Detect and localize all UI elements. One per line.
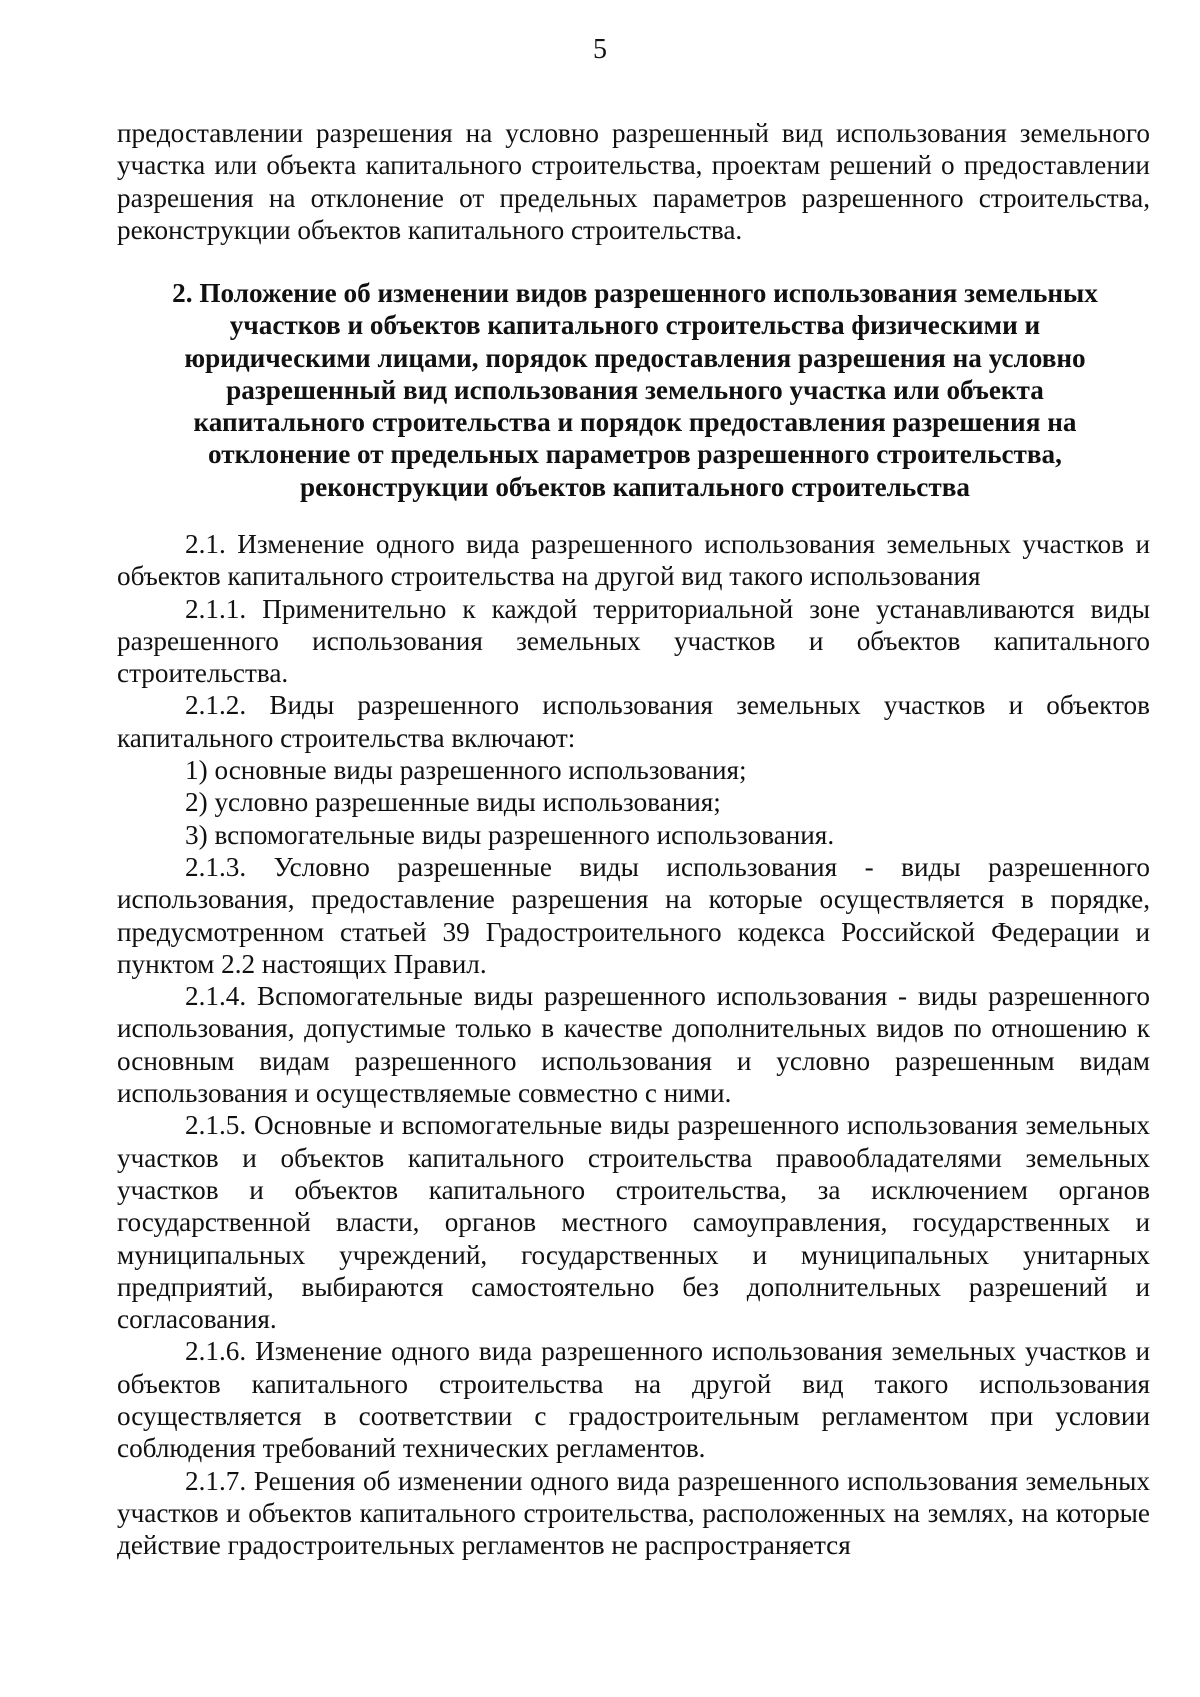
- section-heading: 2. Положение об изменении видов разрешенного использования земельных участков и объектов капитального строительства физическими и юридическими лицами, порядок предоставления разрешения на условно разрешенный вид использования земельного участка или объекта капитального строительства и порядок предоставления разрешения на отклонение от предельных параметров разрешенного строительства, реконструкции объектов капитального строительства: [172, 278, 1098, 502]
- paragraph-2-1-6: 2.1.6. Изменение одного вида разрешенного использования земельных участков и объектов капитального строительства на другой вид такого использования осуществляется в соответствии с градостроительным регламентом при условии соблюдения требований технических регламентов.: [117, 1336, 1150, 1464]
- paragraph-2-1: 2.1. Изменение одного вида разрешенного использования земельных участков и объектов капитального строительства на другой вид такого использования: [117, 529, 1150, 592]
- paragraph-2-1-1: 2.1.1. Применительно к каждой территориальной зоне устанавливаются виды разрешенного использования земельных участков и объектов капитального строительства.: [117, 593, 1150, 689]
- list-item-2: 2) условно разрешенные виды использования;: [185, 787, 721, 818]
- paragraph-2-1-7: 2.1.7. Решения об изменении одного вида разрешенного использования земельных участков и объектов капитального строительства, расположенных на землях, на которые действие градостроительных регламентов не распространяется: [117, 1465, 1150, 1561]
- list-item-1: 1) основные виды разрешенного использования;: [185, 755, 747, 786]
- section-body: [117, 528, 1150, 1562]
- intro-paragraph: предоставлении разрешения на условно разрешенный вид использования земельного участка или объекта капитального строительства, проектам решений о предоставлении разрешения на отклонение от предельных параметров разрешенного строительства, реконструкции объектов капитального строительства.: [117, 118, 1150, 245]
- intro-block: [117, 117, 1150, 246]
- paragraph-2-1-3: 2.1.3. Условно разрешенные виды использования - виды разрешенного использования, предоставление разрешения на которые осуществляется в порядке, предусмотренном статьей 39 Градостроительного кодекса Российской Федерации и пунктом 2.2 настоящих Правил.: [117, 851, 1150, 979]
- paragraph-2-1-5: 2.1.5. Основные и вспомогательные виды разрешенного использования земельных участков и объектов капитального строительства правообладателями земельных участков и объектов капитального строительства, за исключением органов государственной власти, органов местного самоуправления, государственных и муниципальных учреждений, государственных и муниципальных унитарных предприятий, выбираются самостоятельно без дополнительных разрешений и согласования.: [117, 1110, 1150, 1335]
- list-item-3: 3) вспомогательные виды разрешенного использования.: [185, 819, 835, 850]
- page-number: 5: [593, 34, 607, 65]
- paragraph-2-1-2: 2.1.2. Виды разрешенного использования земельных участков и объектов капитального строительства включают:: [117, 690, 1150, 753]
- paragraph-2-1-4: 2.1.4. Вспомогательные виды разрешенного использования - виды разрешенного использования, допустимые только в качестве дополнительных видов по отношению к основным видам разрешенного использования и условно разрешенным видам использования и осуществляемые совместно с ними.: [117, 981, 1150, 1109]
